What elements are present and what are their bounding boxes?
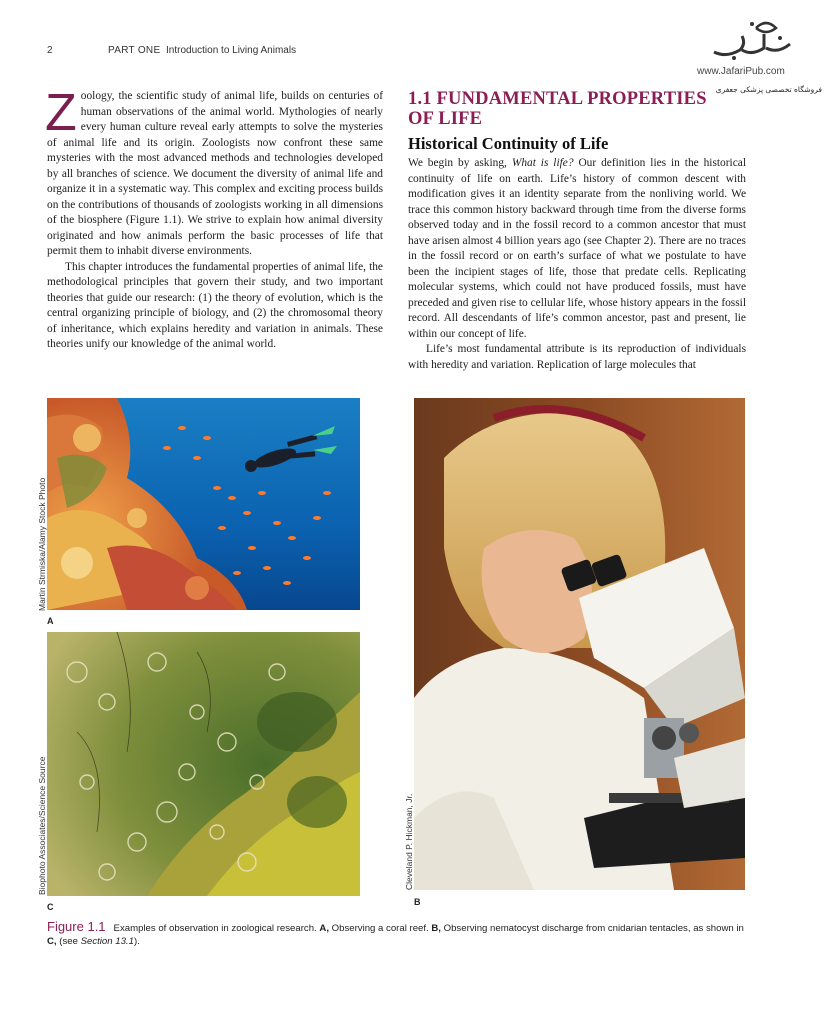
left-column [45,84,383,353]
part-label: PART ONE [108,45,161,56]
caption-text-3: Observing nematocyst discharge from cnidarian tentacles, as shown in [440,923,744,934]
credit-photo-b: Cleveland P. Hickman, Jr. [404,793,414,890]
watermark-url: www.JafariPub.com [697,66,785,77]
photo-coral-reef [47,398,360,610]
panel-label-b: B [414,897,421,907]
intro-paragraph [45,84,383,260]
dropcap: Z [45,84,77,142]
caption-ref-c: C, [47,936,57,947]
caption-text-4: (see [56,936,81,947]
figure-caption [47,920,747,948]
credit-photo-a: Martin Strmiska/Alamy Stock Photo [37,477,47,611]
right-column [408,156,746,373]
photo-microscope [414,398,745,890]
photo-nematocysts [47,632,360,896]
caption-text-2: Observing a coral reef. [328,923,432,934]
panel-label-a: A [47,616,54,626]
page-number: 2 [47,45,53,56]
credit-photo-c: Biophoto Associates/Science Source [37,756,47,895]
caption-text-5: ). [133,936,140,947]
caption-text-1: Examples of observation in zoological research. [113,923,320,934]
right-p1-rest: Our definition lies in the historical continuity of life on earth. Life’s history of common descent with modification gives it an identity separate from the nonliving world. We trace this common history backward through time from the diverse forms observed today and in the fossil record to a common ancestor that must have arisen almost 4 billion years ago (see Chapter 2). There are no traces in the fossil record or on earth’s surface of what we postulate to have been the incipient stages of life, those that predate cells. Replicating molecular systems, which could not have produced fossils, must have preceded and given rise to cellular life, whose history appears in the fossil record. All descendants of life’s common ancestor, past and present, lie within our concept of life. [408,157,746,340]
caption-ref-b: B, [431,923,441,934]
section-heading [408,89,748,129]
section-heading-line1: 1.1 FUNDAMENTAL PROPERTIES [408,89,707,109]
second-paragraph: This chapter introduces the fundamental properties of animal life, the methodological principles that govern their study, and two important theories that guide our research: (1) the theory of evolution, which is the central organizing principle of biology, and (2) the chromosomal theory of inheritance, which explains heredity and variation in animals. These theories unify our knowledge of the animal world. [47,260,383,350]
watermark-store: فروشگاه تخصصی پزشکی جعفری [715,85,822,94]
intro-paragraph-text: oology, the scientific study of animal life, builds on centuries of human observations of the animal world. Mythologies of nearly every human culture reveal early attempts to solve the mysteries of animal life and its origin. Zoologists now confront these same mysteries with the most advanced methods and technologies developed by all branches of science. We document the diversity of animal life and organize it in a systematic way. This complex and exciting process builds on the contributions of thousands of zoologists working in all dimensions of the biosphere (Figure 1.1). We strive to explain how animal diversity originated and how animals perform the basic processes of life that permit them to inhabit diverse environments. [47,90,383,257]
caption-ref-a: A, [319,923,329,934]
right-paragraph-1 [408,156,746,342]
section-heading-line2: OF LIFE [408,109,483,129]
panel-label-c: C [47,902,54,912]
subhead-historical-continuity: Historical Continuity of Life [408,134,609,153]
figure-caption-title: Figure 1.1 [47,919,106,934]
right-p1-italic: What is life? [511,157,574,169]
caption-section-ref: Section 13.1 [80,936,134,947]
watermark-logo [706,14,796,68]
part-title: Introduction to Living Animals [166,45,297,56]
right-p1-start: We begin by asking, [408,157,512,169]
right-paragraph-2: Life’s most fundamental attribute is its reproduction of individuals with heredity and variation. Replication of large molecules that [408,343,746,371]
